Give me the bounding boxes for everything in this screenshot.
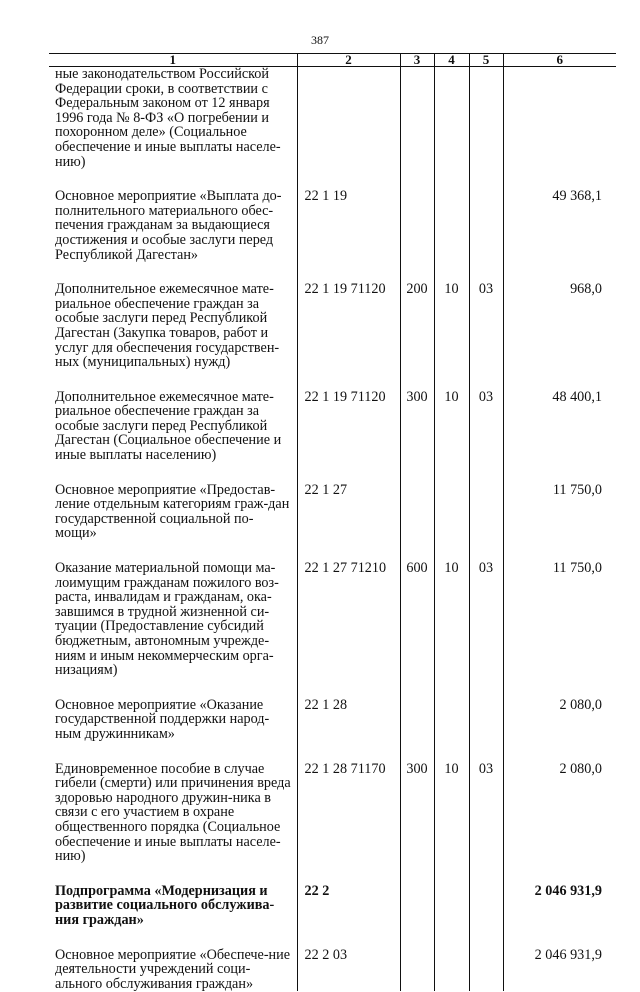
row-csr: 22 1 19: [297, 189, 400, 262]
row-csr: 22 1 19 71120: [297, 282, 400, 370]
row-csr: 22 2 03: [297, 948, 400, 992]
row-vr: [400, 948, 434, 992]
row-vr: [400, 189, 434, 262]
row-sum: 11 750,0: [503, 561, 616, 678]
row-gap: [49, 742, 616, 762]
row-pr: 03: [469, 282, 503, 370]
row-vr: 300: [400, 762, 434, 864]
row-csr: 22 1 27: [297, 483, 400, 541]
row-csr: 22 2: [297, 884, 400, 928]
row-csr: 22 1 28 71170: [297, 762, 400, 864]
table-row: [49, 698, 616, 742]
row-name: ные законодательством Российской Федерации сроки, в соответствии с Федеральным законом от 12 января 1996 года № 8-ФЗ «О погребении и похоронном деле» (Социальное обеспечение и иные выплаты населе-нию): [55, 66, 281, 170]
row-gap: [49, 678, 616, 698]
row-name: Дополнительное ежемесячное мате-риальное обеспечение граждан за особые заслуги перед Республикой Дагестан (Социальное обеспечение и иные выплаты населению): [55, 388, 282, 464]
row-pr: [469, 483, 503, 541]
row-rz: 10: [434, 561, 469, 678]
row-vr: 300: [400, 390, 434, 463]
row-rz: [434, 948, 469, 992]
row-rz: [434, 884, 469, 928]
row-vr: [400, 483, 434, 541]
row-sum: 49 368,1: [503, 189, 616, 262]
page-number: 387: [311, 33, 329, 47]
row-gap: [49, 541, 616, 561]
budget-table: [49, 53, 616, 991]
col-header-5: 5: [469, 54, 503, 67]
table-row: [49, 67, 616, 170]
row-gap: [49, 370, 616, 390]
row-sum: 11 750,0: [503, 483, 616, 541]
row-name: Оказание материальной помощи ма-лоимущим гражданам пожилого воз-раста, инвалидам и гражданам, ока-завшимся в трудной жизненной си-туации (Предоставление субсидий бюджетным, автономным учрежде-ниям и иным некоммерческим орга-низациям): [55, 560, 279, 679]
row-rz: [434, 698, 469, 742]
table-row: [49, 390, 616, 463]
row-rz: 10: [434, 282, 469, 370]
row-csr: 22 1 27 71210: [297, 561, 400, 678]
col-header-6: 6: [503, 54, 616, 67]
row-pr: 03: [469, 561, 503, 678]
table-row: [49, 762, 616, 864]
header-row: [49, 54, 616, 67]
row-vr: 200: [400, 282, 434, 370]
row-name: Основное мероприятие «Выплата до-полнительного материального обес-печения гражданам за выдающиеся достижения и особые заслуги перед Республикой Дагестан»: [55, 188, 282, 263]
row-rz: [434, 67, 469, 170]
row-pr: [469, 698, 503, 742]
row-gap: [49, 262, 616, 282]
row-sum: 2 046 931,9: [503, 948, 616, 992]
row-gap: [49, 864, 616, 884]
row-sum: 48 400,1: [503, 390, 616, 463]
row-name: Основное мероприятие «Оказание государственной поддержки народ-ным дружинникам»: [55, 696, 270, 742]
row-name: Единовременное пособие в случае гибели (смерти) или причинения вреда здоровью народного дружин-ника в связи с его участием в охране общественного порядка (Социальное обеспечение и иные выплаты населе-нию): [55, 760, 291, 865]
row-name: Дополнительное ежемесячное мате-риальное обеспечение граждан за особые заслуги перед Республикой Дагестан (Закупка товаров, работ и услуг для обеспечения государствен-ных (муниципальных) нужд): [55, 281, 280, 371]
row-pr: 03: [469, 762, 503, 864]
row-pr: 03: [469, 390, 503, 463]
col-header-4: 4: [434, 54, 469, 67]
row-rz: 10: [434, 390, 469, 463]
row-vr: [400, 67, 434, 170]
row-name: Подпрограмма «Модернизация и развитие социального обслужива-ния граждан»: [55, 882, 275, 928]
row-sum: 2 080,0: [503, 698, 616, 742]
row-vr: [400, 884, 434, 928]
row-sum: 2 080,0: [503, 762, 616, 864]
row-pr: [469, 948, 503, 992]
row-rz: 10: [434, 762, 469, 864]
row-csr: 22 1 19 71120: [297, 390, 400, 463]
row-vr: [400, 698, 434, 742]
table-row: [49, 483, 616, 541]
row-sum: 968,0: [503, 282, 616, 370]
row-csr: 22 1 28: [297, 698, 400, 742]
col-header-2: 2: [297, 54, 400, 67]
table-row-subprogram: [49, 884, 616, 928]
row-name: Основное мероприятие «Обеспече-ние деятельности учреждений соци-ального обслуживания граждан»: [55, 946, 291, 992]
table-row: [49, 561, 616, 678]
row-sum: 2 046 931,9: [503, 884, 616, 928]
row-vr: 600: [400, 561, 434, 678]
row-gap: [49, 928, 616, 948]
row-gap: [49, 463, 616, 483]
col-header-3: 3: [400, 54, 434, 67]
col-header-1: 1: [49, 54, 297, 67]
table-row: [49, 282, 616, 370]
row-rz: [434, 483, 469, 541]
row-sum: [503, 67, 616, 170]
row-csr: [297, 67, 400, 170]
row-rz: [434, 189, 469, 262]
row-pr: [469, 884, 503, 928]
row-gap: [49, 169, 616, 189]
row-name: Основное мероприятие «Предостав-ление отдельным категориям граж-дан государственной социальной по-мощи»: [55, 481, 290, 542]
table-row: [49, 948, 616, 992]
table-row: [49, 189, 616, 262]
row-pr: [469, 189, 503, 262]
row-pr: [469, 67, 503, 170]
